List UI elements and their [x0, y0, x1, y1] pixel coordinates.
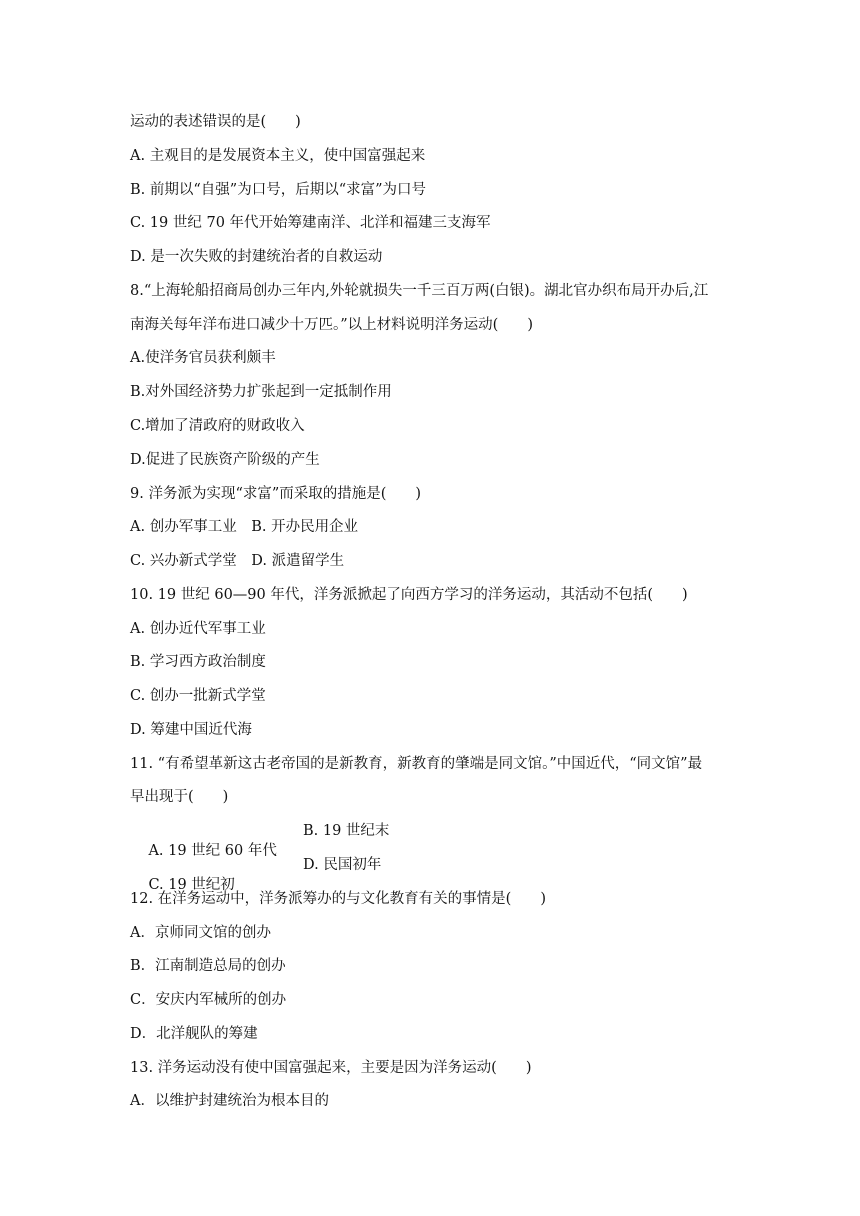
q12-option-b: B．江南制造总局的创办	[130, 958, 286, 974]
q7-stem-continuation: 运动的表述错误的是( )	[130, 114, 301, 130]
q11-stem-line-2: 早出现于( )	[130, 789, 229, 805]
q12-option-a: A．京师同文馆的创办	[130, 925, 271, 941]
q9-stem: 9. 洋务派为实现“求富”而采取的措施是( )	[130, 486, 422, 502]
q11-options-row-2	[130, 855, 750, 893]
q8-option-c: C.增加了清政府的财政收入	[130, 418, 305, 434]
q11-options-row-1	[130, 821, 750, 859]
q10-option-d: D. 筹建中国近代海	[130, 722, 252, 738]
q9-options-ab: A. 创办军事工业 B. 开办民用企业	[130, 519, 359, 535]
q8-stem-line-1: 8.“上海轮船招商局创办三年内,外轮就损失一千三百万两(白银)。湖北官办织布局开办后,江	[130, 283, 709, 299]
q8-option-a: A.使洋务官员获利颇丰	[130, 350, 276, 366]
q8-option-b: B.对外国经济势力扩张起到一定抵制作用	[130, 384, 392, 400]
q12-option-d: D．北洋舰队的筹建	[130, 1026, 258, 1042]
q12-option-c: C．安庆内军械所的创办	[130, 992, 287, 1008]
q8-stem-line-2: 南海关每年洋布进口减少十万匹。”以上材料说明洋务运动( )	[130, 317, 533, 333]
q7-option-c: C. 19 世纪 70 年代开始筹建南洋、北洋和福建三支海军	[130, 215, 491, 231]
q11-stem-line-1: 11. “有希望革新这古老帝国的是新教育，新教育的肇端是同文馆。”中国近代，“同文馆”最	[130, 756, 703, 772]
q7-option-d: D. 是一次失败的封建统治者的自救运动	[130, 249, 383, 265]
q7-option-b: B. 前期以“自强”为口号，后期以“求富”为口号	[130, 182, 427, 198]
q10-stem: 10. 19 世纪 60—90 年代，洋务派掀起了向西方学习的洋务运动，其活动不包括( )	[130, 587, 688, 603]
q11-option-b: B. 19 世纪末	[303, 823, 390, 839]
q13-stem: 13. 洋务运动没有使中国富强起来，主要是因为洋务运动( )	[130, 1060, 532, 1076]
q11-option-d: D. 民国初年	[303, 857, 382, 873]
q10-option-c: C. 创办一批新式学堂	[130, 688, 266, 704]
q8-option-d: D.促进了民族资产阶级的产生	[130, 452, 320, 468]
q7-option-a: A. 主观目的是发展资本主义，使中国富强起来	[130, 148, 426, 164]
q11-option-c: C. 19 世纪初	[148, 877, 235, 893]
q10-option-b: B. 学习西方政治制度	[130, 654, 266, 670]
q11-option-a: A. 19 世纪 60 年代	[148, 843, 277, 859]
q10-option-a: A. 创办近代军事工业	[130, 621, 266, 637]
q12-stem: 12. 在洋务运动中，洋务派筹办的与文化教育有关的事情是( )	[130, 891, 546, 907]
q9-options-cd: C. 兴办新式学堂 D. 派遣留学生	[130, 553, 345, 569]
q13-option-a: A．以维护封建统治为根本目的	[130, 1093, 329, 1109]
